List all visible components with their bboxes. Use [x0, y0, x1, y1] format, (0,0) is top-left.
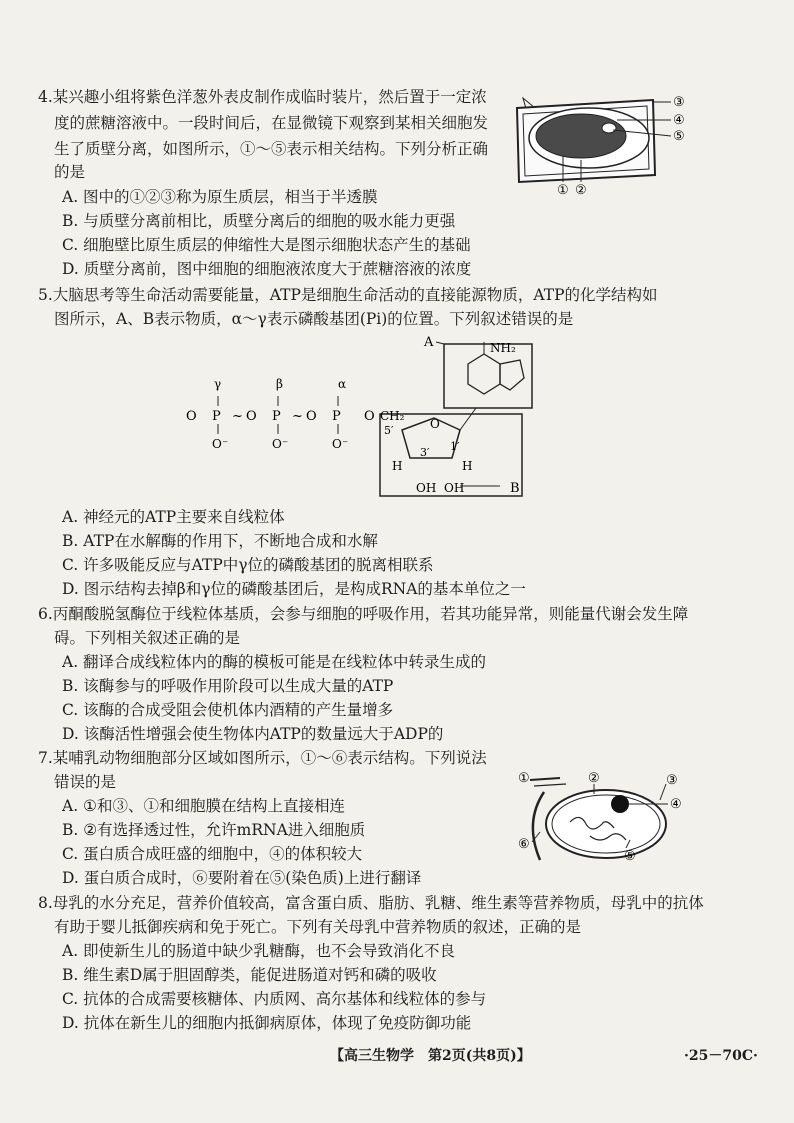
q6-option-c: C. 该酶的合成受阻会使机体内酒精的产生量增多 [62, 701, 394, 719]
label-beta: β [276, 377, 283, 391]
q7-option-d: D. 蛋白质合成时，⑥要附着在⑤(染色质)上进行翻译 [62, 869, 422, 887]
label-alpha: α [338, 377, 347, 391]
oxygen: O [364, 409, 375, 424]
q4-stem-line: 度的蔗糖溶液中。一段时间后，在显微镜下观察到某相关细胞发 [54, 114, 489, 132]
footer-page-info: 【高三生物学 第2页(共8页)】 [330, 1048, 531, 1064]
q8-option-b: B. 维生素D属于胆固醇类，能促进肠道对钙和磷的吸收 [62, 966, 437, 984]
q8-stem-line: 8.母乳的水分充足，营养价值较高，富含蛋白质、脂肪、乳糖、维生素等营养物质，母乳中的抗体 [38, 894, 704, 912]
q4-stem-line: 的是 [54, 163, 86, 181]
q4-stem-line: 4.某兴趣小组将紫色洋葱外表皮制作成临时装片，然后置于一定浓 [38, 88, 487, 106]
label-1: ① [557, 183, 569, 198]
o-minus: O⁻ [332, 437, 349, 451]
label-h: H [462, 459, 473, 473]
q5-stem-line: 5.大脑思考等生命活动需要能量，ATP是细胞生命活动的直接能源物质，ATP的化学结构如 [38, 286, 658, 304]
label-3prime: 3′ [420, 446, 430, 459]
q4-option-d: D. 质壁分离前，图中细胞的细胞液浓度大于蔗糖溶液的浓度 [62, 260, 472, 278]
o-minus: O⁻ [212, 437, 229, 451]
label-3: ③ [673, 95, 685, 110]
phosphorus-alpha: P [332, 409, 341, 424]
q4-option-a: A. 图中的①②③称为原生质层，相当于半透膜 [62, 188, 378, 206]
q5-option-b: B. ATP在水解酶的作用下，不断地合成和水解 [62, 532, 378, 550]
q4-option-b: B. 与质壁分离前相比，质壁分离后的细胞的吸水能力更强 [62, 212, 456, 230]
oxygen: O [306, 409, 317, 424]
label-1prime: 1′ [450, 440, 460, 453]
bond-wave: ~ [232, 409, 243, 424]
label-1: ① [518, 772, 530, 786]
label-oh: OH [444, 481, 465, 495]
atp-structure-diagram [180, 330, 560, 500]
q6-stem-line: 6.丙酮酸脱氢酶位于线粒体基质，会参与细胞的呼吸作用，若其功能异常，则能量代谢会发生障 [38, 605, 689, 623]
label-2: ② [575, 183, 587, 198]
label-A: A [424, 335, 434, 350]
oxygen: O [246, 409, 257, 424]
q8-stem-line: 有助于婴儿抵御疾病和免于死亡。下列有关母乳中营养物质的叙述，正确的是 [54, 918, 582, 936]
label-4: ④ [673, 113, 685, 128]
label-5: ⑤ [673, 129, 685, 144]
label-5: ⑤ [624, 849, 636, 864]
label-4: ④ [670, 797, 682, 812]
nucleus-region-diagram [510, 772, 690, 866]
q8-option-a: A. 即使新生儿的肠道中缺少乳糖酶，也不会导致消化不良 [62, 942, 456, 960]
phosphorus-gamma: P [212, 409, 221, 424]
label-3: ③ [666, 773, 678, 788]
q5-stem-line: 图所示，A、B表示物质，α～γ表示磷酸基团(Pi)的位置。下列叙述错误的是 [54, 310, 574, 328]
q4-option-c: C. 细胞壁比原生质层的伸缩性大是图示细胞状态产生的基础 [62, 236, 471, 254]
plasmolysis-cell-diagram [505, 90, 695, 200]
oxygen: O [186, 409, 197, 424]
q4-stem-line: 生了质壁分离，如图所示，①～⑤表示相关结构。下列分析正确 [54, 140, 489, 158]
q5-option-a: A. 神经元的ATP主要来自线粒体 [62, 508, 285, 526]
q6-stem-line: 碍。下列相关叙述正确的是 [54, 629, 241, 647]
q8-option-c: C. 抗体的合成需要核糖体、内质网、高尔基体和线粒体的参与 [62, 990, 487, 1008]
q5-option-c: C. 许多吸能反应与ATP中γ位的磷酸基团的脱离相联系 [62, 556, 434, 574]
label-ch2: CH₂ [380, 409, 405, 423]
q7-stem-line: 错误的是 [54, 773, 117, 791]
q6-option-d: D. 该酶活性增强会使生物体内ATP的数量远大于ADP的 [62, 725, 444, 743]
ring-oxygen: O [430, 417, 440, 431]
q8-option-d: D. 抗体在新生儿的细胞内抵御病原体，体现了免疫防御功能 [62, 1014, 472, 1032]
label-6: ⑥ [518, 837, 530, 852]
phosphorus-beta: P [272, 409, 281, 424]
label-B: B [510, 481, 520, 496]
q7-option-b: B. ②有选择透过性，允许mRNA进入细胞质 [62, 821, 366, 839]
label-nh2: NH₂ [490, 341, 516, 355]
label-h: H [392, 459, 403, 473]
label-oh: OH [416, 481, 437, 495]
bond-wave: ~ [292, 409, 303, 424]
q7-option-a: A. ①和③、①和细胞膜在结构上直接相连 [62, 797, 345, 815]
q6-option-b: B. 该酶参与的呼吸作用阶段可以生成大量的ATP [62, 677, 394, 695]
q7-option-c: C. 蛋白质合成旺盛的细胞中，④的体积较大 [62, 845, 363, 863]
o-minus: O⁻ [272, 437, 289, 451]
label-gamma: γ [214, 377, 222, 391]
q6-option-a: A. 翻译合成线粒体内的酶的模板可能是在线粒体中转录生成的 [62, 653, 487, 671]
q7-stem-line: 7.某哺乳动物细胞部分区域如图所示，①～⑥表示结构。下列说法 [38, 749, 487, 767]
footer-code: ·25－70C· [684, 1048, 758, 1064]
label-5prime: 5′ [384, 424, 394, 437]
label-2: ② [588, 772, 600, 786]
q5-option-d: D. 图示结构去掉β和γ位的磷酸基团后，是构成RNA的基本单位之一 [62, 580, 526, 598]
